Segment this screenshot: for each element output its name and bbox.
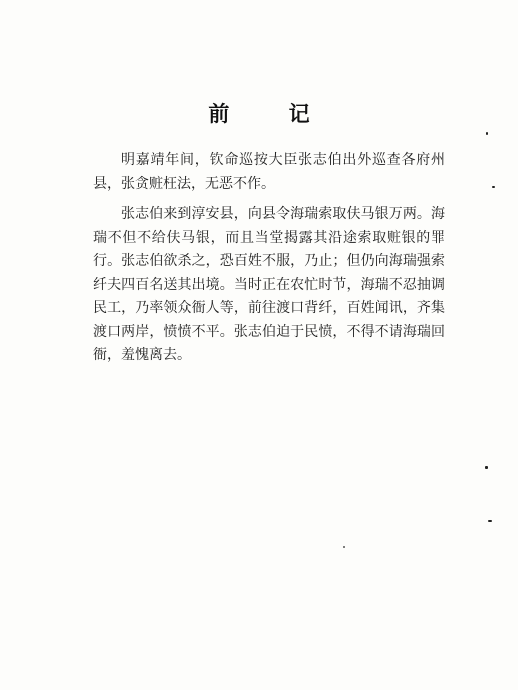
paragraph-2: 张志伯来到淳安县，向县令海瑞索取伕马银万两。海瑞不但不给伕马银，而且当堂揭露其沿途索取赃银的罪行。张志伯欲杀之，恐百姓不服，乃止；但仍向海瑞强索纤夫四百名送其出境。当时正在农忙时节，海瑞不忍抽调民工，乃率领众衙人等，前往渡口背纤，百姓闻讯，齐集渡口两岸，愤愤不平。张志伯迫于民愤，不得不请海瑞回衙，羞愧离去。 (93, 206, 445, 363)
paragraph-1: 明嘉靖年间，钦命巡按大臣张志伯出外巡查各府州县，张贪赃枉法，无恶不作。 (93, 152, 445, 192)
page-title: 前 记 (208, 101, 336, 126)
scan-speck (486, 132, 488, 135)
scan-speck (488, 520, 492, 522)
preface-body (93, 149, 445, 375)
scan-speck (343, 546, 345, 548)
scan-speck (485, 466, 488, 469)
scan-speck (492, 186, 495, 188)
